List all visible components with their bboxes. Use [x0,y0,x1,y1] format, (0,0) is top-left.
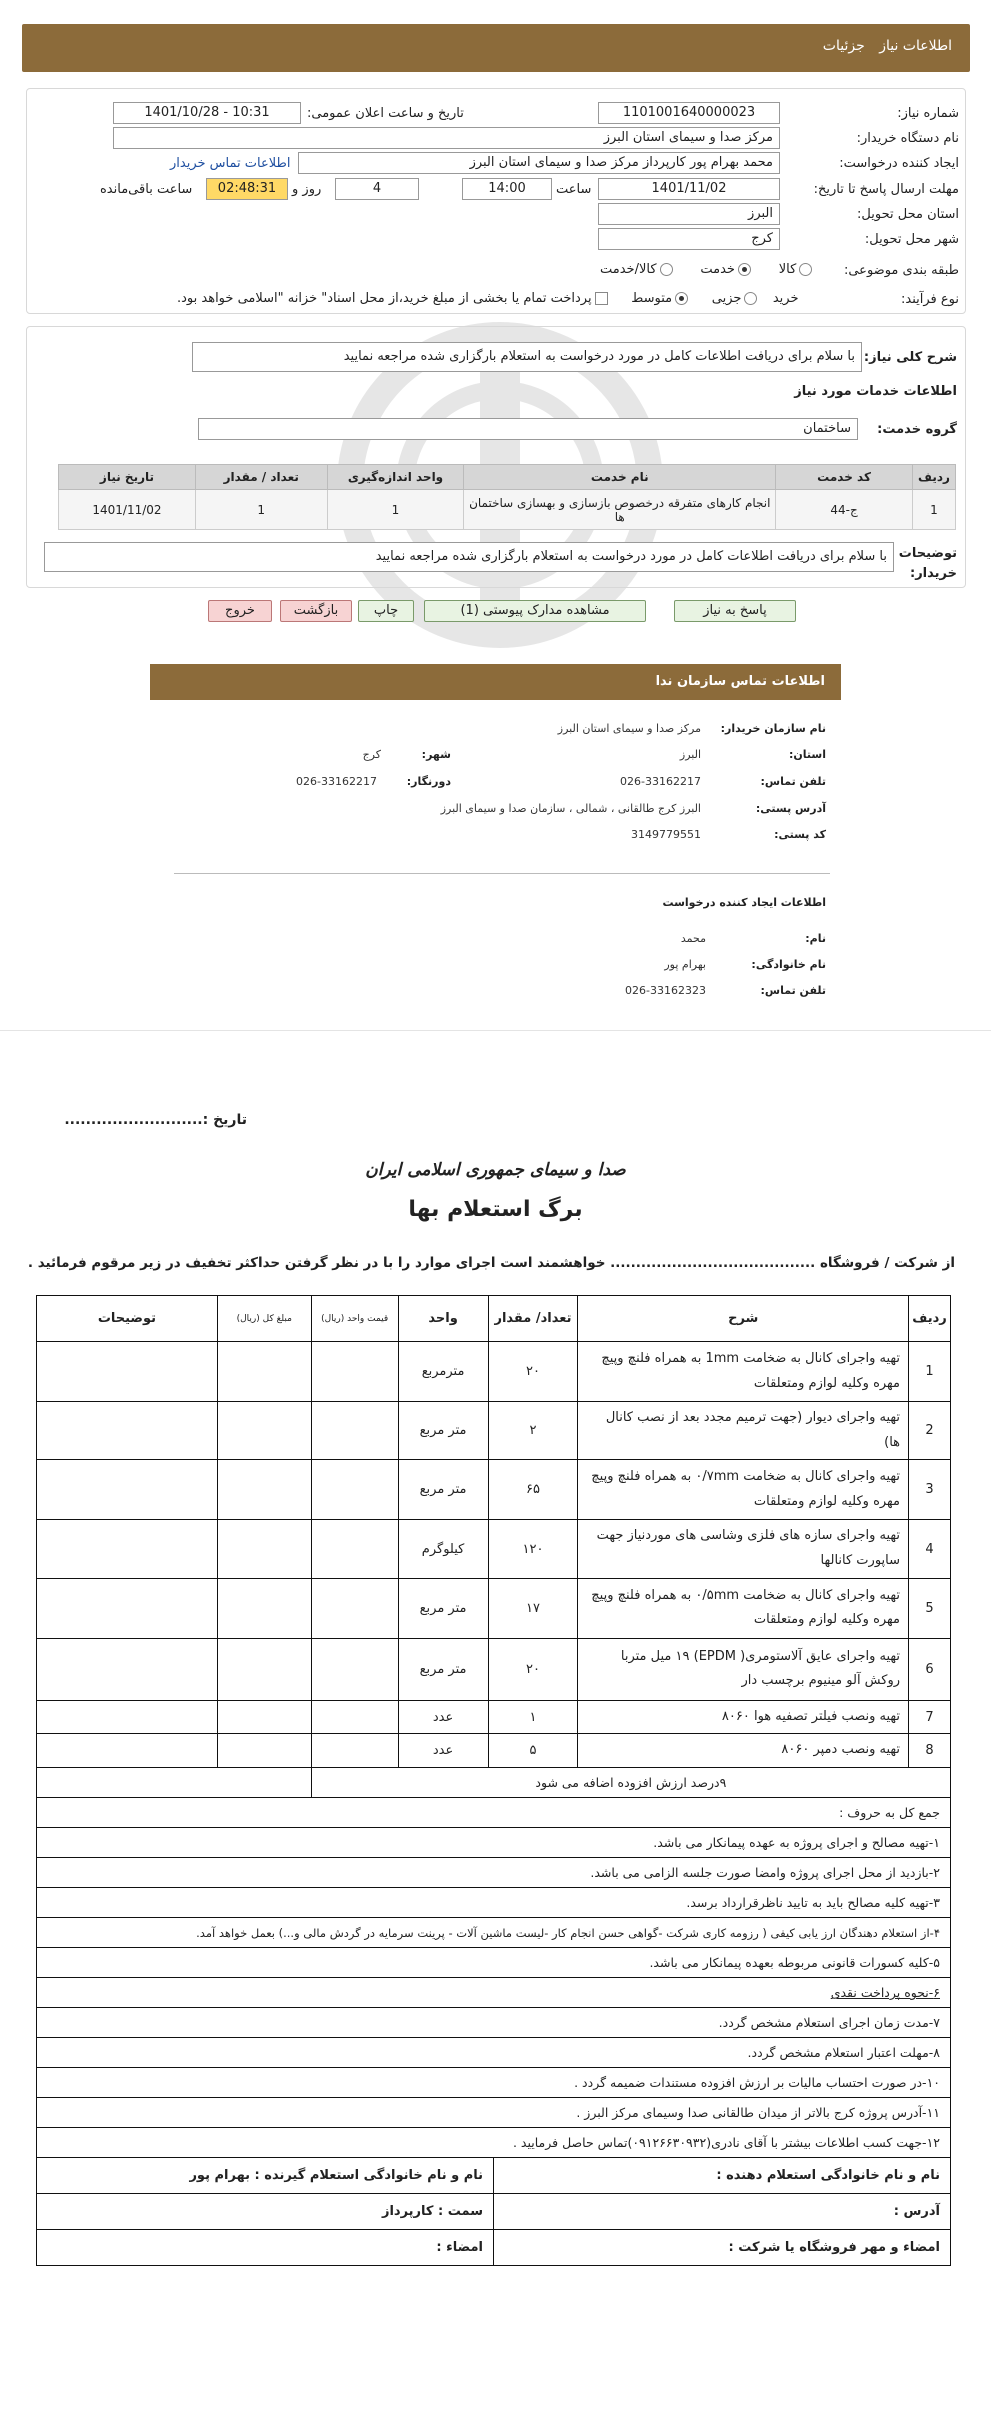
breadcrumb-bar [22,24,970,72]
item-unit-price [311,1700,398,1734]
item-notes [37,1700,218,1734]
summary-label: شرح کلی نیاز: [863,350,957,365]
contact-fax: 026-33162217 [296,775,377,788]
item-row: 2 [909,1402,951,1460]
contact-fax-label: دورنگار: [406,775,451,788]
breadcrumb-details[interactable]: جزئیات [822,38,865,54]
table-row [37,1402,951,1460]
item-total [217,1578,311,1638]
sig-address: آدرس : [494,2194,951,2230]
item-notes [37,1734,218,1768]
item-desc: تهیه واجرای سازه های فلزی وشاسی های موردنیاز جهت ساپورت کانالها [578,1520,909,1578]
item-total [217,1402,311,1460]
cat-goods-service-label: کالا/خدمت [600,262,657,277]
reply-button[interactable]: پاسخ به نیاز [674,600,796,622]
form-date: تاریخ :.......................... [64,1112,247,1128]
form-table-wrap [36,1295,951,2266]
item-unit: متر مربع [398,1402,488,1460]
creator-field: محمد بهرام پور کارپرداز مرکز صدا و سیمای استان البرز [298,152,780,174]
payment-checkbox[interactable] [595,292,608,305]
creator-family-label: نام خانوادگی: [751,958,826,971]
contact-province: البرز [679,748,701,761]
proc-minor-radio[interactable] [744,292,757,305]
item-qty: ۱۲۰ [488,1520,578,1578]
table-row [37,1578,951,1638]
creator-info-title: اطلاعات ایجاد کننده درخواست [662,896,826,909]
form-intro: از شرکت / فروشگاه ........................................ خواهشمند است اجرای موارد را با در نظر گرفتن حداکثر تخفیف در زیر مرقوم فرمائید . [27,1255,955,1271]
item-desc: تهیه واجرای کانال به ضخامت 1mm به همراه فلنچ وپیچ مهره وکلیه لوازم ومتعلقات [578,1342,909,1402]
creator-phone-label: تلفن تماس: [760,984,826,997]
item-qty: ۲۰ [488,1342,578,1402]
payment-note: پرداخت تمام یا بخشی از مبلغ خرید،از محل اسناد" خزانه "اسلامی خواهد بود. [177,291,592,306]
vat-empty [37,1768,312,1798]
proc-medium-radio[interactable] [675,292,688,305]
pcol-qty: تعداد/ مقدار [488,1296,578,1342]
contact-postal-label: کد پستی: [774,828,826,841]
creator-name: محمد [680,932,706,945]
buyer-org-field: مرکز صدا و سیمای استان البرز [113,127,780,149]
city-label: شهر محل تحویل: [864,232,959,247]
contact-province-label: استان: [789,748,826,761]
note-1: ۱-تهیه مصالح و اجرای پروژه به عهده پیمانکار می باشد. [37,1828,951,1858]
category-options [600,262,815,277]
contact-city-label: شهر: [421,748,451,761]
announce-field: 1401/10/28 - 10:31 [113,102,301,124]
item-total [217,1700,311,1734]
table-row [37,1520,951,1578]
province-label: استان محل تحویل: [857,207,959,222]
cell-service-name: انجام کارهای متفرقه درخصوص بازسازی و بهسازی ساختمان ها [464,490,776,530]
category-label: طبقه بندی موضوعی: [843,263,959,278]
services-table [58,464,956,530]
item-row: 3 [909,1460,951,1520]
note-3: ۳-تهیه کلیه مصالح باید به تایید ناظرقرارداد برسد. [37,1888,951,1918]
item-desc: تهیه ونصب فیلتر تصفیه هوا ۸۰۶۰ [578,1700,909,1734]
item-notes [37,1402,218,1460]
item-desc: تهیه واجرای کانال به ضخامت ۰/۷mm به همراه فلنچ وپیچ مهره وکلیه لوازم ومتعلقات [578,1460,909,1520]
cell-need-date: 1401/11/02 [59,490,196,530]
days-field: 4 [335,178,419,200]
announce-label: تاریخ و ساعت اعلان عمومی: [307,106,464,121]
cat-goods-service-radio[interactable] [660,263,673,276]
form-org-line: صدا و سیمای جمهوری اسلامی ایران [365,1160,626,1180]
process-options [177,291,799,306]
buyer-notes-text: با سلام برای دریافت اطلاعات کامل در مورد درخواست به استعلام بارگزاری شده مراجعه نمایید [44,542,894,572]
services-table-wrap [58,464,956,530]
cat-service-label: خدمت [700,262,735,277]
item-total [217,1460,311,1520]
back-button[interactable]: بازگشت [280,600,352,622]
col-need-date: تاریخ نیاز [59,465,196,490]
services-header-row [59,465,956,490]
table-row [37,1638,951,1700]
pcol-desc: شرح [578,1296,909,1342]
contact-header: اطلاعات تماس سازمان ندا [150,664,841,700]
pcol-notes: توضیحات [37,1296,218,1342]
print-button[interactable]: چاپ [358,600,414,622]
item-notes [37,1460,218,1520]
item-unit-price [311,1402,398,1460]
sig-inquirer-name: نام و نام خانوادگی استعلام دهنده : [494,2158,951,2194]
item-notes [37,1520,218,1578]
deadline-date-field: 1401/11/02 [598,178,780,200]
breadcrumb-need-info[interactable]: اطلاعات نیاز [879,38,952,54]
note-6: ۶-نحوه پرداخت نقدی [37,1978,951,2008]
item-row: 4 [909,1520,951,1578]
col-service-name: نام خدمت [464,465,776,490]
item-desc: تهیه ونصب دمپر ۸۰۶۰ [578,1734,909,1768]
note-5: ۵-کلیه کسورات قانونی مربوطه بعهده پیمانکار می باشد. [37,1948,951,1978]
proc-medium-label: متوسط [631,291,673,306]
note-4: ۴-از استعلام دهندگان ارز یابی کیفی ( رزومه کاری شرکت -گواهی حسن انجام کار -لیست ماشین آلات - پرینت سرمایه در گردش مالی و...) بعمل خواهد آمد. [37,1918,951,1948]
note-2: ۲-بازدید از محل اجرای پروژه وامضا صورت جلسه الزامی می باشد. [37,1858,951,1888]
creator-name-label: نام: [805,932,826,945]
item-unit: متر مربع [398,1460,488,1520]
summary-text: با سلام برای دریافت اطلاعات کامل در مورد درخواست به استعلام بارگزاری شده مراجعه نمایید [192,342,862,372]
group-label: گروه خدمت: [877,422,957,437]
item-row: 7 [909,1700,951,1734]
pcol-unit-price: قیمت واحد (ریال) [311,1296,398,1342]
item-unit-price [311,1342,398,1402]
item-total [217,1520,311,1578]
days-label: روز و [292,182,322,197]
group-field: ساختمان [198,418,858,440]
city-field: کرج [598,228,780,250]
attachments-button[interactable]: مشاهده مدارک پیوستی (1) [424,600,646,622]
item-desc: تهیه واجرای کانال به ضخامت ۰/۵mm به همراه فلنچ وپیچ مهره وکلیه لوازم ومتعلقات [578,1578,909,1638]
note-12: ۱۲-جهت کسب اطلاعات بیشتر با آقای نادری(۰۹۱۲۶۶۳۰۹۳۲)تماس حاصل فرمایید . [37,2128,951,2158]
contact-separator [174,873,830,874]
cell-quantity: 1 [195,490,327,530]
remaining-time: 02:48:31 [206,178,288,200]
buyer-contact-link[interactable]: اطلاعات تماس خریدار [170,156,291,171]
item-unit: متر مربع [398,1638,488,1700]
item-qty: ۱۷ [488,1578,578,1638]
table-row [37,1342,951,1402]
item-unit-price [311,1520,398,1578]
item-qty: ۵ [488,1734,578,1768]
price-header-row [37,1296,951,1342]
vat-row [37,1768,951,1798]
sig-receiver-name: نام و نام خانوادگی استعلام گیرنده : بهرام پور [37,2158,494,2194]
page-divider [0,1030,991,1031]
note-10: ۱۰-در صورت احتساب مالیات بر ارزش افزوده مستندات ضمیمه گردد . [37,2068,951,2098]
proc-minor-label: جزیی [711,291,742,306]
sig-position: سمت : کارپرداز [37,2194,494,2230]
table-row [59,490,956,530]
cell-row: 1 [912,490,955,530]
creator-label: ایجاد کننده درخواست: [839,156,959,171]
pcol-total: مبلغ کل (ریال) [217,1296,311,1342]
item-total [217,1638,311,1700]
cell-unit: 1 [327,490,464,530]
cell-service-code: ج-44 [776,490,913,530]
item-unit: مترمربع [398,1342,488,1402]
sig-store-seal: امضاء و مهر فروشگاه یا شرکت : [494,2230,951,2266]
contact-phone: 026-33162217 [620,775,701,788]
cat-goods-radio[interactable] [799,263,812,276]
note-11: ۱۱-آدرس پروژه کرج بالاتر از میدان طالقانی صدا وسیمای مرکز البرز . [37,2098,951,2128]
item-unit-price [311,1638,398,1700]
contact-address-label: آدرس پستی: [755,802,826,815]
item-row: 6 [909,1638,951,1700]
item-unit: کیلوگرم [398,1520,488,1578]
contact-org: مرکز صدا و سیمای استان البرز [557,722,701,735]
contact-address: البرز کرج طالقانی ، شمالی ، سازمان صدا و سیمای البرز [440,802,701,815]
process-label: نوع فرآیند: [901,292,959,307]
table-row [37,1734,951,1768]
item-qty: ۱ [488,1700,578,1734]
proc-buy-label: خرید [772,291,799,306]
col-quantity: تعداد / مقدار [195,465,327,490]
exit-button[interactable]: خروج [208,600,272,622]
price-table [36,1295,951,2158]
vat-note: ۹درصد ارزش افزوده اضافه می شود [311,1768,950,1798]
col-service-code: کد خدمت [776,465,913,490]
item-notes [37,1638,218,1700]
item-notes [37,1342,218,1402]
buyer-org-label: نام دستگاه خریدار: [856,131,959,146]
item-unit-price [311,1460,398,1520]
province-field: البرز [598,203,780,225]
table-row [37,1460,951,1520]
item-desc: تهیه واجرای عایق آلاستومری( EPDM) ۱۹ میل متربا روکش آلو مینیوم برچسب دار [578,1638,909,1700]
item-unit-price [311,1578,398,1638]
time-label: ساعت [556,182,592,197]
contact-postal: 3149779551 [631,828,701,841]
deadline-label: مهلت ارسال پاسخ تا تاریخ: [813,182,959,197]
item-desc: تهیه واجرای دیوار (جهت ترمیم مجدد بعد از نصب کانال ها) [578,1402,909,1460]
signature-table [36,2157,951,2266]
services-title: اطلاعات خدمات مورد نیاز [794,384,957,399]
cat-goods-label: کالا [778,262,797,277]
item-total [217,1734,311,1768]
contact-city: کرج [362,748,381,761]
col-row: ردیف [912,465,955,490]
pcol-row: ردیف [909,1296,951,1342]
item-qty: ۲ [488,1402,578,1460]
buyer-notes-label: توضیحات خریدار: [898,546,957,581]
note-7: ۷-مدت زمان اجرای استعلام مشخص گردد. [37,2008,951,2038]
item-notes [37,1578,218,1638]
item-row: 1 [909,1342,951,1402]
item-qty: ۲۰ [488,1638,578,1700]
need-number-label: شماره نیاز: [897,106,959,121]
creator-family: بهرام پور [664,958,706,971]
item-unit: عدد [398,1734,488,1768]
cat-service-radio[interactable] [738,263,751,276]
creator-phone: 026-33162323 [625,984,706,997]
item-qty: ۶۵ [488,1460,578,1520]
item-unit: عدد [398,1700,488,1734]
form-title: برگ استعلام بها [408,1197,583,1222]
table-row [37,1700,951,1734]
need-number-field: 1101001640000023 [598,102,780,124]
item-unit: متر مربع [398,1578,488,1638]
pcol-unit: واحد [398,1296,488,1342]
deadline-time-field: 14:00 [462,178,552,200]
item-row: 5 [909,1578,951,1638]
contact-org-label: نام سازمان خریدار: [720,722,826,735]
item-total [217,1342,311,1402]
contact-phone-label: تلفن تماس: [760,775,826,788]
total-words: جمع کل به حروف : [37,1798,951,1828]
note-8: ۸-مهلت اعتبار استعلام مشخص گردد. [37,2038,951,2068]
remaining-label: ساعت باقی‌مانده [100,182,193,197]
item-unit-price [311,1734,398,1768]
col-unit: واحد اندازه‌گیری [327,465,464,490]
sig-signature: امضاء : [37,2230,494,2266]
item-row: 8 [909,1734,951,1768]
